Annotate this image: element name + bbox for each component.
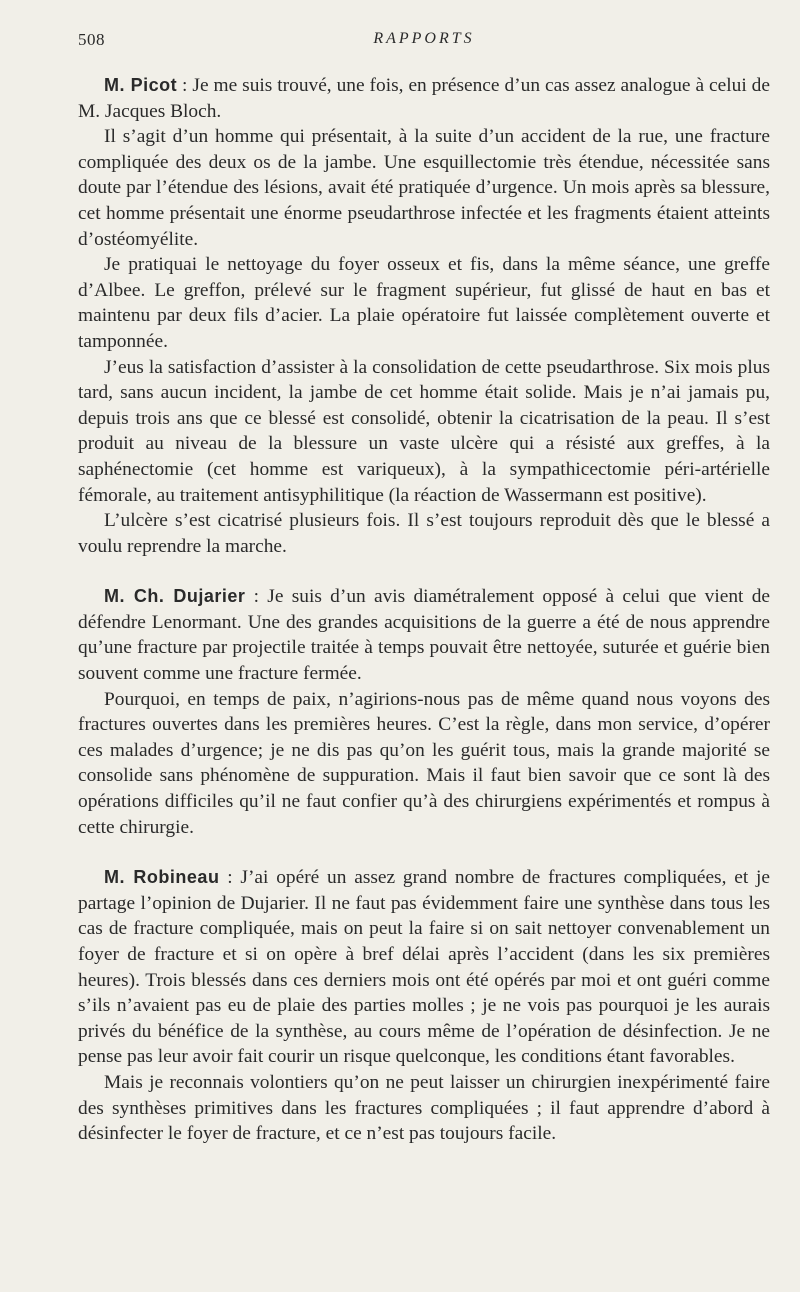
page-number: 508 [78, 30, 105, 49]
paragraph-text: : Je suis d’un avis diamétralement opposé à celui que vient de défendre Lenormant. Une des grandes acquisitions de la guerre a été de nous apprendre qu’une fracture par projectile traitée à temps pouvait être nettoyée, suturée et guérie bien souvent comme une fracture fermée. [78, 586, 770, 685]
paragraph-text: : J’ai opéré un assez grand nombre de fractures compliquées, et je partage l’opinion de Dujarier. Il ne faut pas évidemment faire une synthèse dans tous les cas de fracture compliquée, mais on peut la faire si on sait nettoyer convenablement un foyer de fracture et si on opère à bref délai après l’accident (dans les six premières heures). Trois blessés dans ces derniers mois ont été opérés par moi et ont guéri comme s’ils n’avaient pas eu de plaie des parties molles ; je ne vois pas pourquoi je les aurais privés du bénéfice de la synthèse, au cours même de l’opération de désinfection. Je ne pense pas leur avoir fait courir un risque quelconque, les conditions étant favorables. [78, 867, 771, 1068]
paragraph: Je pratiquai le nettoyage du foyer osseux et fis, dans la même séance, une greffe d’Albee. Le greffon, prélevé sur le fragment supérieur, fut glissé de haut en bas et maintenu par deux fils d’acier. La plaie opératoire fut laissée complètement ouverte et tamponnée. [78, 254, 770, 352]
paragraph: Pourquoi, en temps de paix, n’agirions-nous pas de même quand nous voyons des fractures ouvertes dans les premières heures. C’est la règle, dans mon service, d’opérer ces malades d’urgence; je ne dis pas qu’on les guérit tous, mais la grande majorité se consolide sans phénomène de suppuration. Mais il faut bien savoir que ce sont là des opérations difficiles qu’il ne faut confier qu’à des chirurgiens expérimentés et rompus à cette chirurgie. [78, 688, 770, 838]
body-text [78, 73, 770, 1147]
speaker-name: M. Picot [104, 75, 178, 95]
paragraph: Mais je reconnais volontiers qu’on ne peut laisser un chirurgien inexpérimenté faire des synthèses primitives dans les fractures compliquées ; il faut apprendre d’abord à désinfecter le foyer de fracture, et ce n’est pas toujours facile. [78, 1071, 770, 1145]
paragraph [78, 584, 770, 686]
page-header [78, 30, 770, 52]
paragraph: J’eus la satisfaction d’assister à la consolidation de cette pseudarthrose. Six mois plus tard, sans aucun incident, la jambe de cet homme était solide. Mais je n’ai jamais pu, depuis trois ans que ce blessé est consolidé, obtenir la cicatrisation de la peau. Il s’est produit au niveau de la blessure un vaste ulcère qui a résisté aux greffes, à la saphénectomie (cet homme est variqueux), à la sympathicectomie péri-artérielle fémorale, au traitement antisyphilitique (la réaction de Wassermann est positive). [78, 356, 770, 506]
paragraph-text: : Je me suis trouvé, une fois, en présence d’un cas assez analogue à celui de M. Jacques Bloch. [78, 75, 770, 122]
running-head: RAPPORTS [373, 30, 475, 47]
paragraph: Il s’agit d’un homme qui présentait, à la suite d’un accident de la rue, une fracture compliquée des deux os de la jambe. Une esquillectomie très étendue, nécessitée sans doute par l’étendue des lésions, avait été pratiquée d’urgence. Un mois après sa blessure, cet homme présentait une énorme pseudarthrose infectée et les fragments étaient atteints d’ostéomyélite. [78, 126, 770, 250]
paragraph [78, 73, 770, 124]
section-gap [78, 840, 770, 865]
paragraph: L’ulcère s’est cicatrisé plusieurs fois. Il s’est toujours reproduit dès que le blessé a voulu reprendre la marche. [78, 510, 770, 557]
section-gap [78, 559, 770, 584]
speaker-name: M. Robineau [104, 867, 220, 888]
speaker-name: M. Ch. Dujarier [104, 586, 246, 607]
paragraph [78, 865, 770, 1070]
